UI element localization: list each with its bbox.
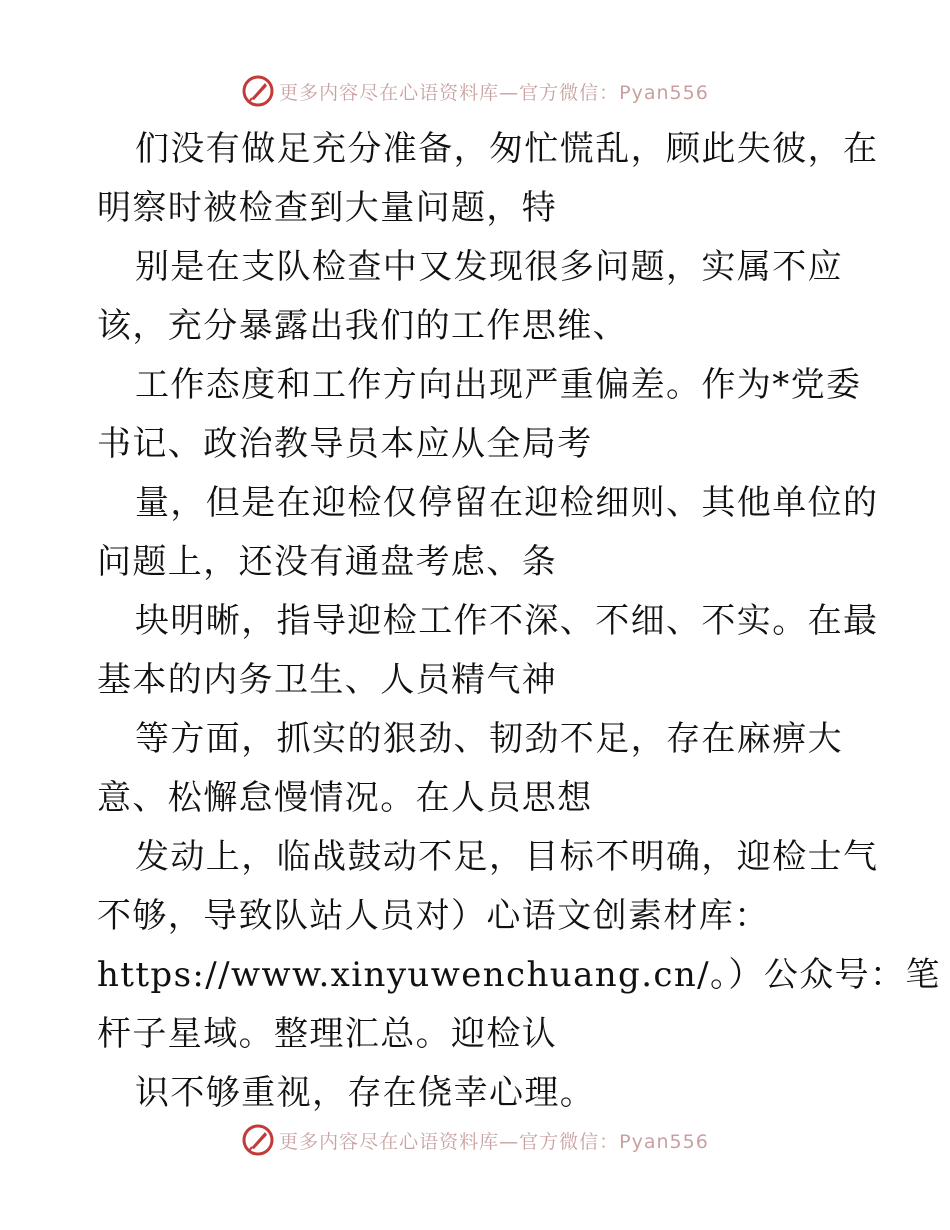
text-line: 别是在支队检查中又发现很多问题，实属不应 (135, 247, 843, 287)
header-banner (0, 71, 950, 111)
text-line: 杆子星域。整理汇总。迎检认 (97, 1014, 558, 1054)
header-banner-text: 更多内容尽在心语资料库—官方微信：Pyan556 (279, 81, 709, 104)
text-line: 等方面，抓实的狠劲、韧劲不足，存在麻痹大 (135, 719, 843, 759)
text-line: 工作态度和工作方向出现严重偏差。作为*党委 (135, 365, 862, 405)
text-line: 发动上，临战鼓动不足，目标不明确，迎检士气 (135, 837, 879, 877)
text-line: 书记、政治教导员本应从全局考 (97, 424, 593, 464)
text-line: 问题上，还没有通盘考虑、条 (97, 542, 558, 582)
text-line: 量，但是在迎检仅停留在迎检细则、其他单位的 (135, 483, 879, 523)
text-line: https://www.xinyuwenchuang.cn/。）公众号：笔 (97, 955, 941, 995)
quill-pen-logo-icon (241, 74, 275, 108)
text-line: 明察时被检查到大量问题，特 (97, 188, 558, 228)
text-line: 块明晰，指导迎检工作不深、不细、不实。在最 (135, 601, 879, 641)
footer-banner (0, 1120, 950, 1160)
text-line: 意、松懈怠慢情况。在人员思想 (97, 778, 593, 818)
body-text (97, 120, 941, 1123)
text-line: 们没有做足充分准备，匆忙慌乱，顾此失彼，在 (135, 129, 879, 169)
footer-banner-text: 更多内容尽在心语资料库—官方微信：Pyan556 (279, 1130, 709, 1153)
text-line: 基本的内务卫生、人员精气神 (97, 660, 558, 700)
text-line: 该，充分暴露出我们的工作思维、 (97, 306, 628, 346)
quill-pen-logo-icon (241, 1123, 275, 1157)
text-line: 不够，导致队站人员对）心语文创素材库： (97, 896, 770, 936)
text-line: 识不够重视，存在侥幸心理。 (135, 1073, 596, 1113)
